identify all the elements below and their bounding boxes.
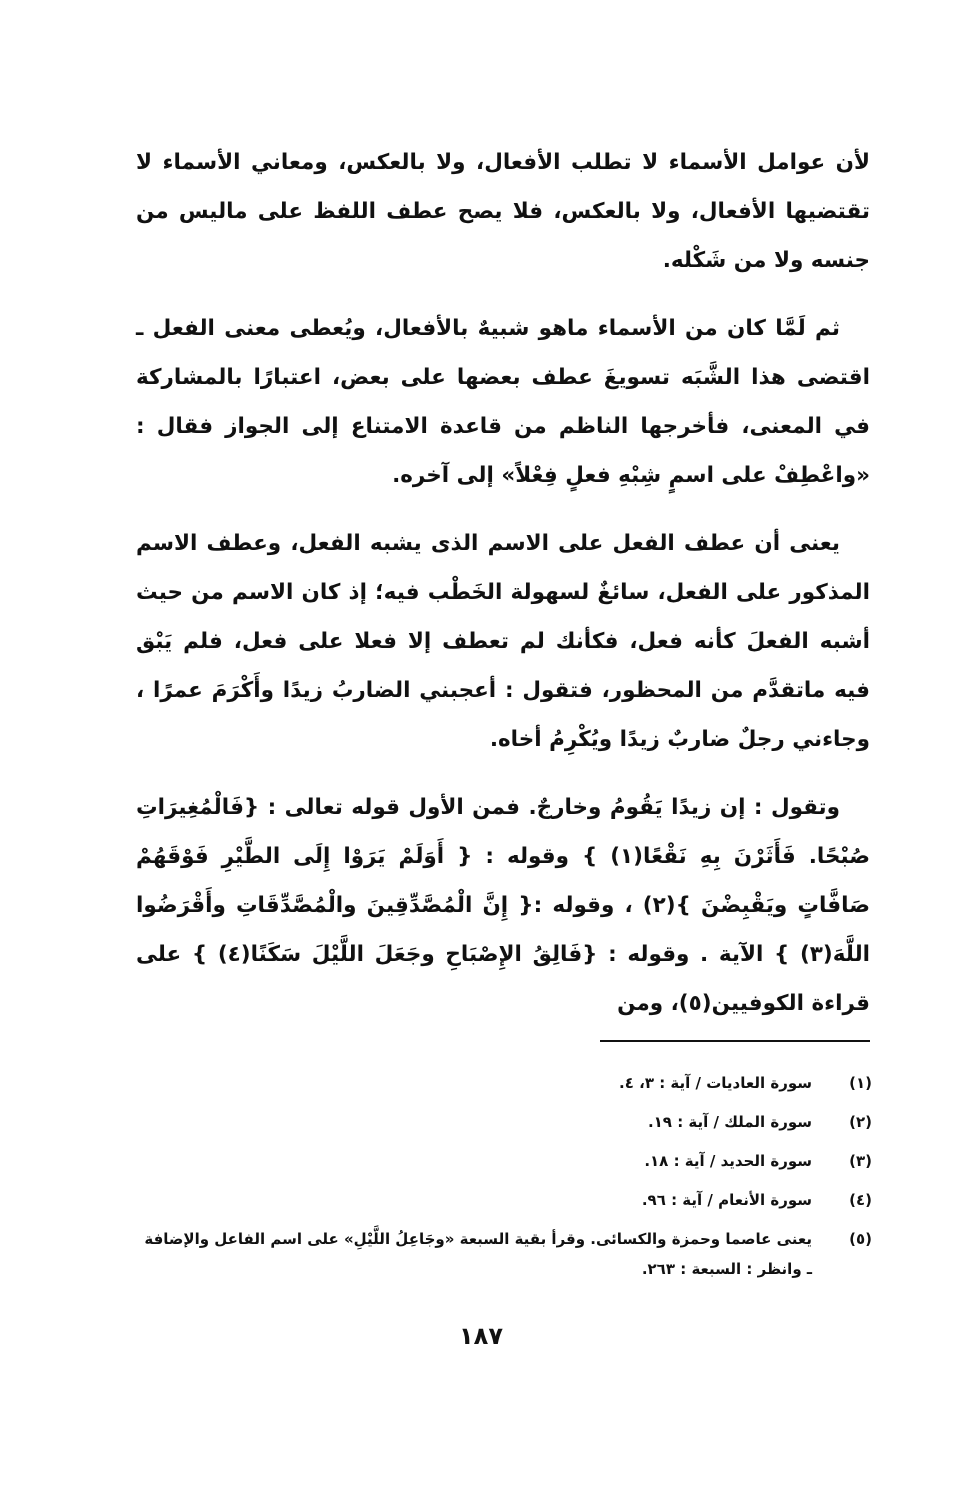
- footnote: [136, 1146, 872, 1176]
- paragraph: لأن عوامل الأسماء لا تطلب الأفعال، ولا بالعكس، ومعاني الأسماء لا تقتضيها الأفعال، ولا بالعكس، فلا يصح عطف اللفظ على ماليس من جنسه ولا من شَكْله.: [136, 150, 870, 273]
- footnote-number: (٥): [849, 1230, 872, 1248]
- paragraph: يعنى أن عطف الفعل على الاسم الذى يشبه الفعل، وعطف الاسم المذكور على الفعل، سائغٌ لسهولة الخَطْب فيه؛ إذ كان الاسم من حيث أشبه الفعلَ كأنه فعل، فكأنك لم تعطف إلا فعلا على فعل، فلم يَبْق فيه ماتقدَّم من المحظور، فتقول : أعجبني الضاربُ زيدًا وأَكْرَمَ عمرًا ، وجاءني رجلٌ ضاربٌ زيدًا ويُكْرِمُ أخاه.: [136, 531, 870, 752]
- footnote-text: سورة الحديد / آية : ١٨.: [644, 1152, 812, 1170]
- page-number: ١٨٧: [459, 1322, 503, 1350]
- footnotes: [136, 1068, 872, 1293]
- footnote: [136, 1185, 872, 1215]
- paragraph: ثم لَمَّا كان من الأسماء ماهو شبيهٌ بالأفعال، ويُعطى معنى الفعل ـ اقتضى هذا الشَّبَه تسويغَ عطف بعضها على بعض، اعتبارًا بالمشاركة في المعنى، فأخرجها الناظم من قاعدة الامتناع إلى الجواز فقال : «واعْطِفْ على اسمٍ شِبْهِ فعلٍ فِعْلاً» إلى آخره.: [136, 316, 870, 488]
- footnote-number: (٣): [849, 1152, 872, 1170]
- footnote: [136, 1068, 872, 1098]
- footnote-text: سورة العاديات / آية : ٣، ٤.: [619, 1074, 812, 1092]
- footnote-number: (٤): [849, 1191, 872, 1209]
- footnote: [136, 1224, 872, 1284]
- footnote-text: سورة الأنعام / آية : ٩٦.: [641, 1191, 812, 1209]
- footnote-text: سورة الملك / آية : ١٩.: [647, 1113, 812, 1131]
- paragraph: وتقول : إن زيدًا يَقُومُ وخارجٌ. فمن الأول قوله تعالى : {فَالْمُغِيرَاتِ صُبْحًا. فَأَثَرْنَ بِهِ نَقْعًا(١) } وقوله : { أَوَلَمْ يَرَوْا إِلَى الطَّيْرِ فَوْقَهُمْ صَافَّاتٍ ويَقْبِضْنَ }(٢) ، وقوله :{ إِنَّ الْمُصَّدِّقِينَ والْمُصَّدِّقَاتِ وأَقْرَضُوا اللَّهَ(٣) } الآية . وقوله : {فَالِقُ الإِصْبَاحِ وجَعَلَ اللَّيْلَ سَكَنًا(٤) } على قراءة الكوفيين(٥)، ومن: [136, 795, 871, 1016]
- footnote-text: يعنى عاصما وحمزة والكسائى. وقرأ بقية السبعة «وجَاعِلُ اللَّيْلِ» على اسم الفاعل والإضافة ـ وانظر : السبعة : ٢٦٣.: [144, 1230, 812, 1278]
- main-text: [136, 138, 870, 1047]
- footnote-divider: [600, 1040, 870, 1042]
- footnote-number: (٢): [849, 1113, 872, 1131]
- footnote-number: (١): [849, 1074, 872, 1092]
- footnote: [136, 1107, 872, 1137]
